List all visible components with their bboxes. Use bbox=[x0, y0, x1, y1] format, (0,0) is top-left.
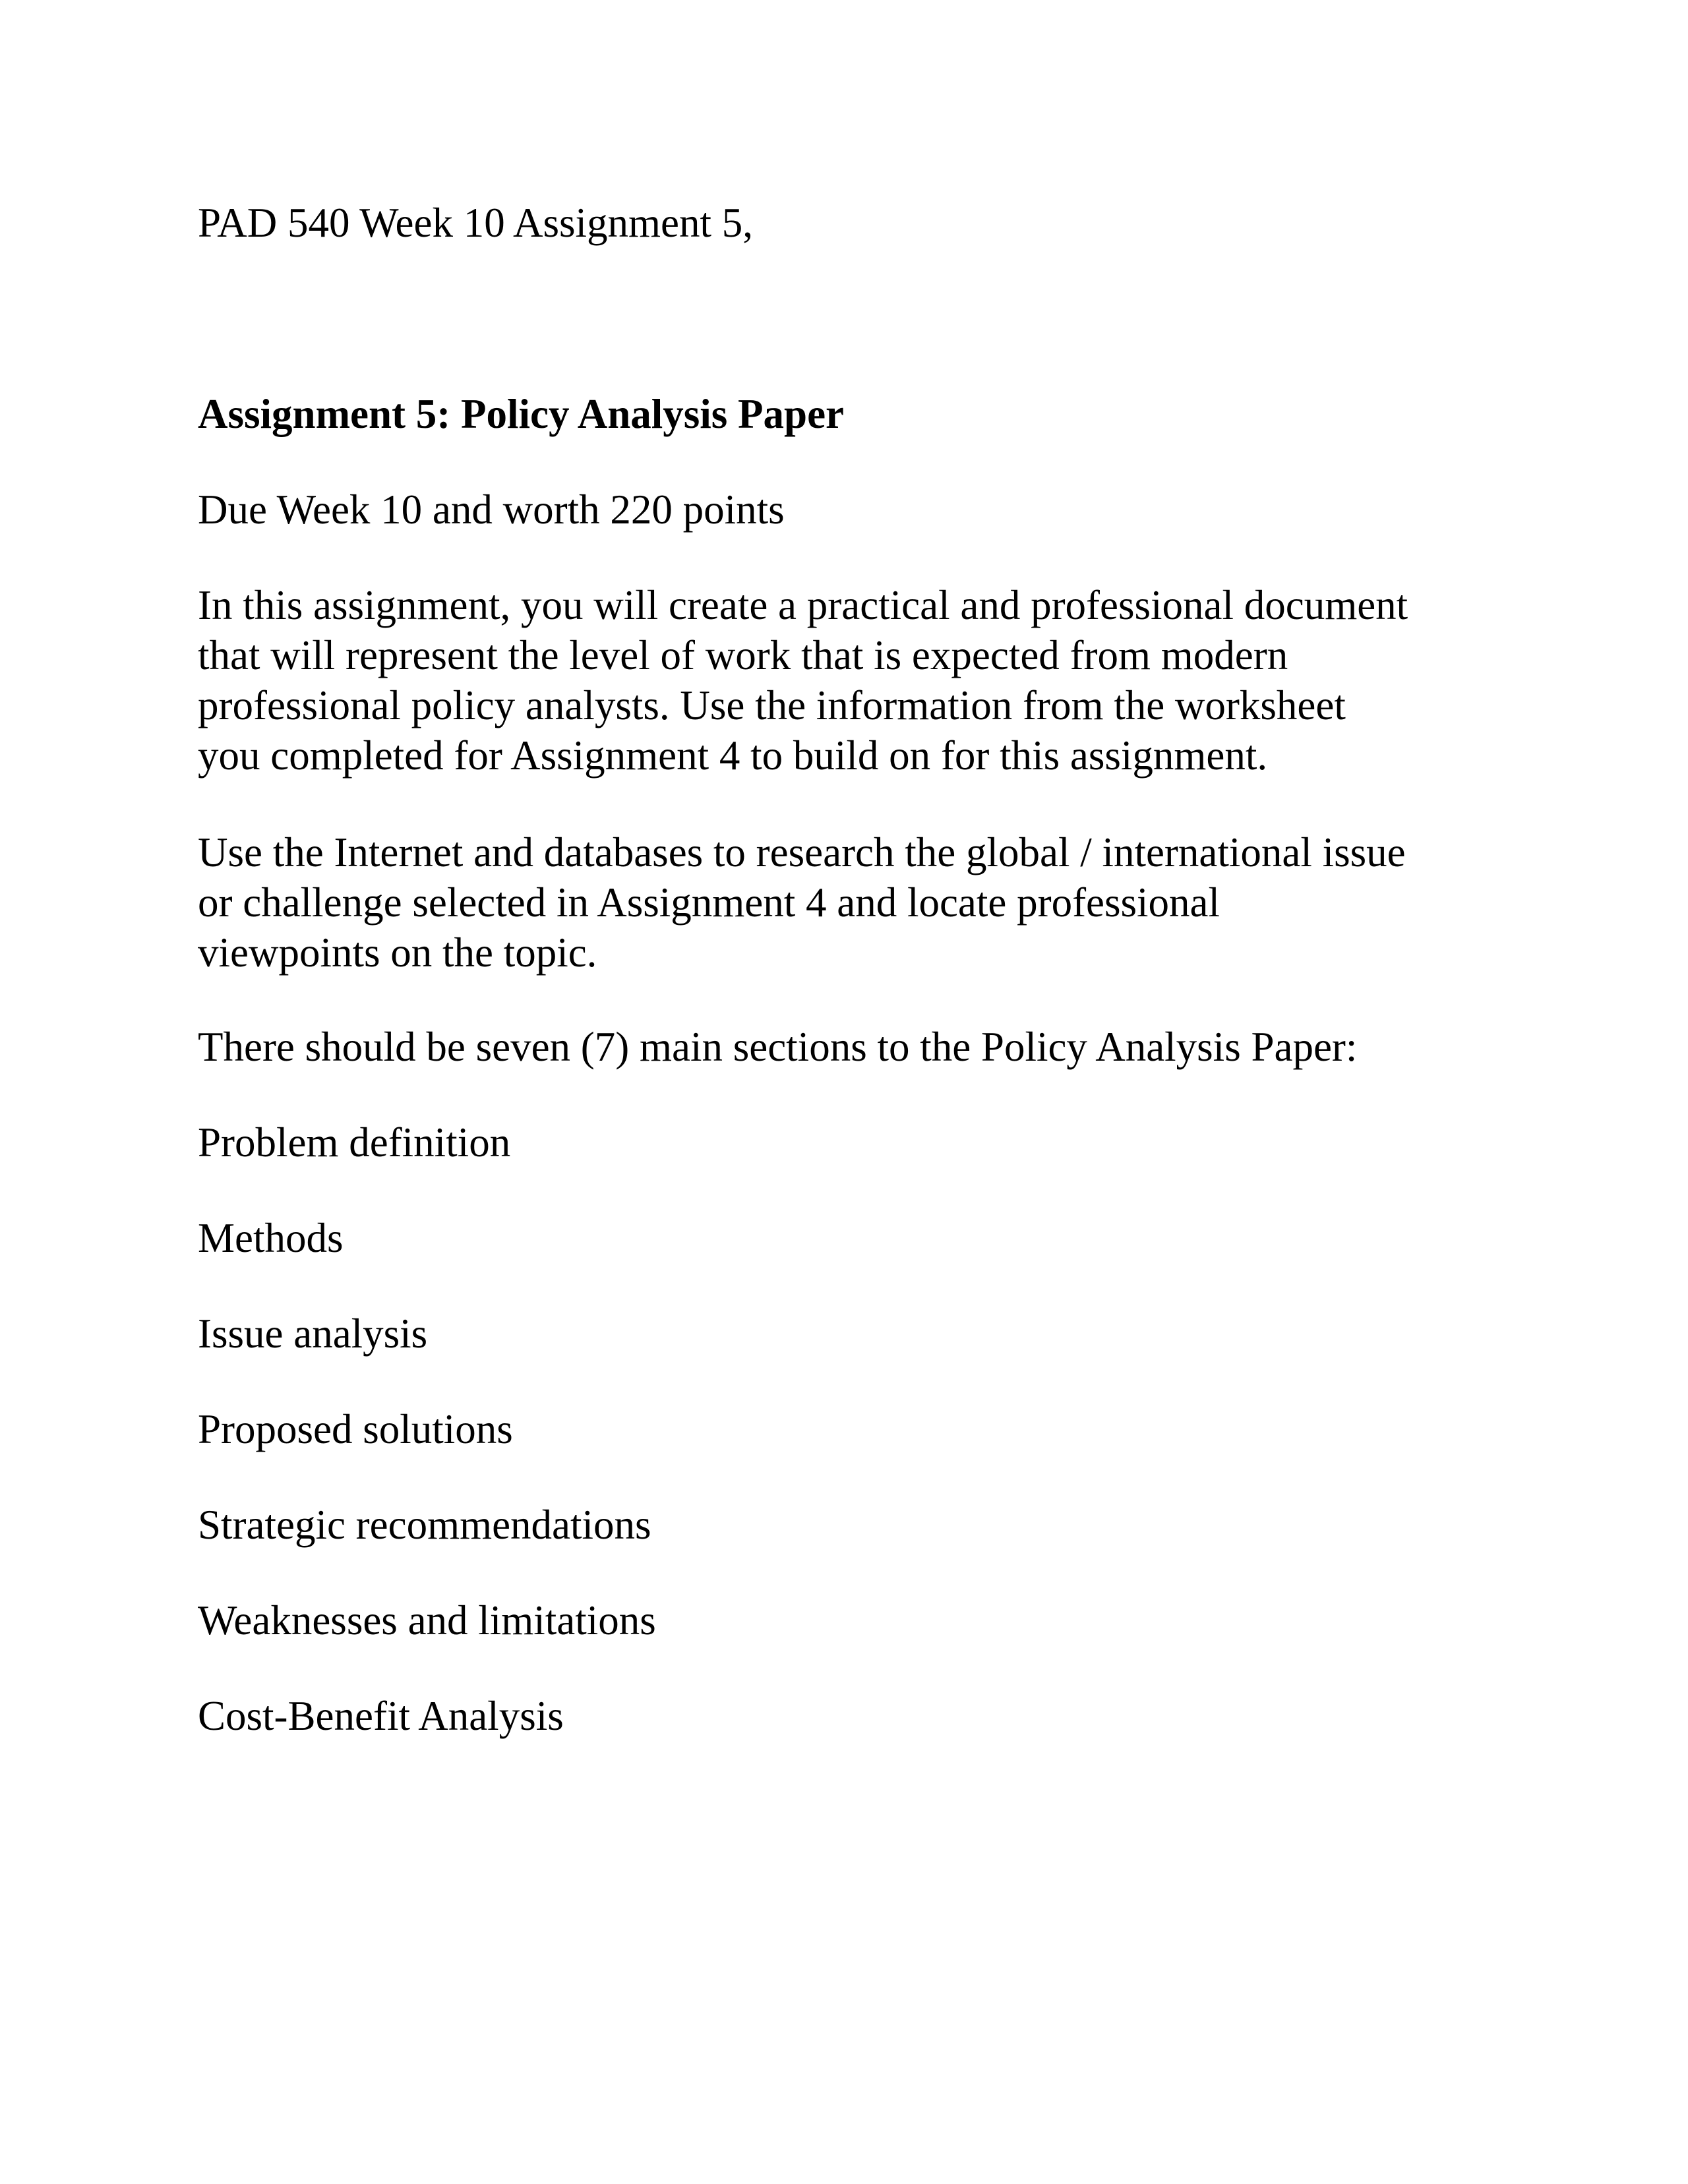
paragraph-research bbox=[198, 827, 1517, 978]
due-line: Due Week 10 and worth 220 points bbox=[198, 487, 785, 533]
section-strategic-recommendations: Strategic recommendations bbox=[198, 1502, 651, 1548]
section-weaknesses-limitations: Weaknesses and limitations bbox=[198, 1597, 656, 1643]
section-proposed-solutions: Proposed solutions bbox=[198, 1406, 513, 1452]
paragraph-intro-line: In this assignment, you will create a practical and professional document bbox=[198, 582, 1408, 628]
sections-intro: There should be seven (7) main sections to the Policy Analysis Paper: bbox=[198, 1024, 1358, 1070]
paragraph-intro-line: you completed for Assignment 4 to build on for this assignment. bbox=[198, 732, 1268, 779]
assignment-title: Assignment 5: Policy Analysis Paper bbox=[198, 391, 845, 437]
section-issue-analysis: Issue analysis bbox=[198, 1311, 428, 1357]
paragraph-intro bbox=[198, 580, 1517, 781]
section-problem-definition: Problem definition bbox=[198, 1119, 511, 1166]
paragraph-intro-line: that will represent the level of work that is expected from modern bbox=[198, 632, 1288, 678]
paragraph-research-line: Use the Internet and databases to research the global / international issue bbox=[198, 829, 1406, 875]
paragraph-research-line: or challenge selected in Assignment 4 and locate professional bbox=[198, 879, 1221, 926]
paragraph-research-line: viewpoints on the topic. bbox=[198, 930, 597, 976]
header-line: PAD 540 Week 10 Assignment 5, bbox=[198, 200, 753, 246]
paragraph-intro-line: professional policy analysts. Use the information from the worksheet bbox=[198, 682, 1346, 728]
section-cost-benefit-analysis: Cost-Benefit Analysis bbox=[198, 1693, 564, 1739]
section-methods: Methods bbox=[198, 1215, 344, 1261]
